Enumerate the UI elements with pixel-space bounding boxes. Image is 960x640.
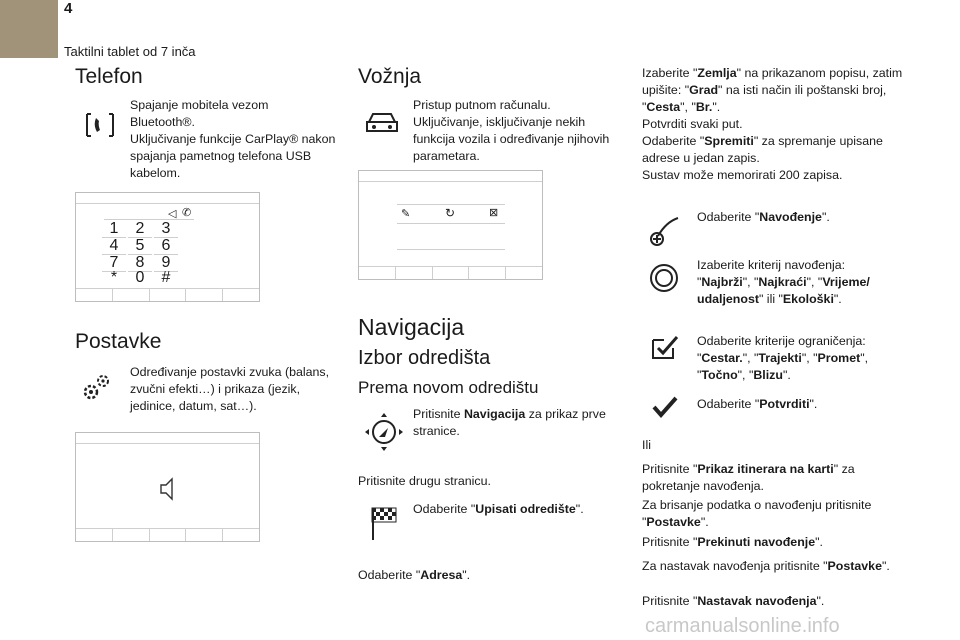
druga-stranica-text: Pritisnite drugu stranicu. (358, 474, 491, 488)
back-icon: ◁ (168, 208, 177, 220)
refresh-icon: ↻ (445, 206, 456, 220)
keypad-key: 5 (128, 238, 152, 255)
brisanje-text: Za brisanje podatka o navođenju pritisnite "Postavke". (642, 498, 872, 529)
page-number: 4 (64, 0, 73, 17)
voznja-text: Pristup putnom računalu. Uključivanje, isključivanje nekih funkcija vozila i određivanje njihovih parametara. (413, 98, 610, 163)
edit-icon: ✎ (401, 208, 411, 220)
settings-screen-illustration (75, 432, 260, 542)
subtitle-izbor: Izbor odredišta (358, 347, 491, 369)
keypad-key: 8 (128, 255, 152, 272)
checkbox-checked-icon (650, 334, 680, 362)
nastavak-navodjenja-text: Pritisnite "Nastavak navođenja". (642, 594, 825, 608)
chapter-title: Taktilni tablet od 7 inča (64, 44, 196, 59)
navigation-compass-icon (362, 410, 406, 454)
keypad-key: 7 (102, 255, 126, 272)
adresa-text: Odaberite "Adresa". (358, 568, 471, 582)
section-title-navigacija: Navigacija (358, 314, 465, 340)
keypad-key: 0 (135, 269, 145, 286)
navigation-start-icon (648, 214, 682, 248)
upisati-text: Odaberite "Upisati odredište". (413, 502, 584, 516)
nastavak-text: Za nastavak navođenja pritisnite "Postavke". (642, 559, 890, 573)
keypad-key: # (161, 269, 171, 286)
kriterij-text: Izaberite kriterij navođenja: "Najbrži", "Najkraći", "Vrijeme/ udaljenost" ili "Ekološki". (697, 258, 870, 306)
keypad-key: * (110, 269, 118, 286)
phone-screen-illustration (75, 192, 260, 302)
phone-icon (83, 108, 117, 142)
section-title-voznja: Vožnja (358, 65, 422, 88)
watermark: carmanualsonline.info (645, 615, 840, 637)
keypad-key: 1 (102, 221, 126, 238)
driving-screen-illustration (358, 170, 543, 280)
spremiti-text: Odaberite "Spremiti" za spremanje upisane adrese u jedan zapis. Sustav može memorirati 200 zapisa. (642, 134, 883, 182)
car-icon (364, 108, 400, 138)
section-title-postavke: Postavke (75, 330, 162, 353)
keypad-key: 2 (128, 221, 152, 238)
crossed-box-icon: ⊠ (489, 207, 499, 219)
potvrditi-text: Odaberite "Potvrditi". (697, 397, 818, 411)
prikaz-text: Pritisnite "Prikaz itinerara na karti" za pokretanje navođenja. (642, 462, 855, 493)
postavke-text: Određivanje postavki zvuka (balans, zvučni efekti…) i prikaza (jezik, jedinice, datum, sat…). (130, 365, 330, 413)
section-title-telefon: Telefon (75, 65, 143, 88)
keypad-key: 6 (154, 238, 178, 255)
prekinuti-text: Pritisnite "Prekinuti navođenje". (642, 535, 823, 549)
zemlja-text: Izaberite "Zemlja" na prikazanom popisu, zatim upišite: "Grad" na isti način ili poštanski broj, "Cesta", "Br.". Potvrditi svaki put. (642, 66, 903, 131)
target-icon (648, 262, 680, 294)
navigacija-press-text: Pritisnite Navigacija za prikaz prve stranice. (413, 407, 606, 438)
telefon-text: Spajanje mobitela vezom Bluetooth®. Uključivanje funkcije CarPlay® nakon spajanja pametnog telefona USB kabelom. (130, 98, 336, 180)
checkered-flag-icon (370, 506, 398, 542)
checkmark-icon (651, 395, 679, 419)
keypad-key: 3 (154, 221, 178, 238)
navodjenje-text: Odaberite "Navođenje". (697, 210, 830, 224)
handset-icon: ✆ (182, 207, 192, 219)
keypad-key: 9 (154, 255, 178, 272)
page-tab (0, 0, 58, 58)
keypad-key: 4 (102, 238, 126, 255)
subtitle-prema: Prema novom odredištu (358, 378, 539, 397)
ili-text: Ili (642, 438, 651, 452)
ogranicenja-text: Odaberite kriterije ograničenja: "Cestar.", "Trajekti", "Promet", "Točno", "Blizu". (697, 334, 869, 382)
speaker-icon (158, 477, 176, 501)
settings-gears-icon (80, 372, 112, 404)
